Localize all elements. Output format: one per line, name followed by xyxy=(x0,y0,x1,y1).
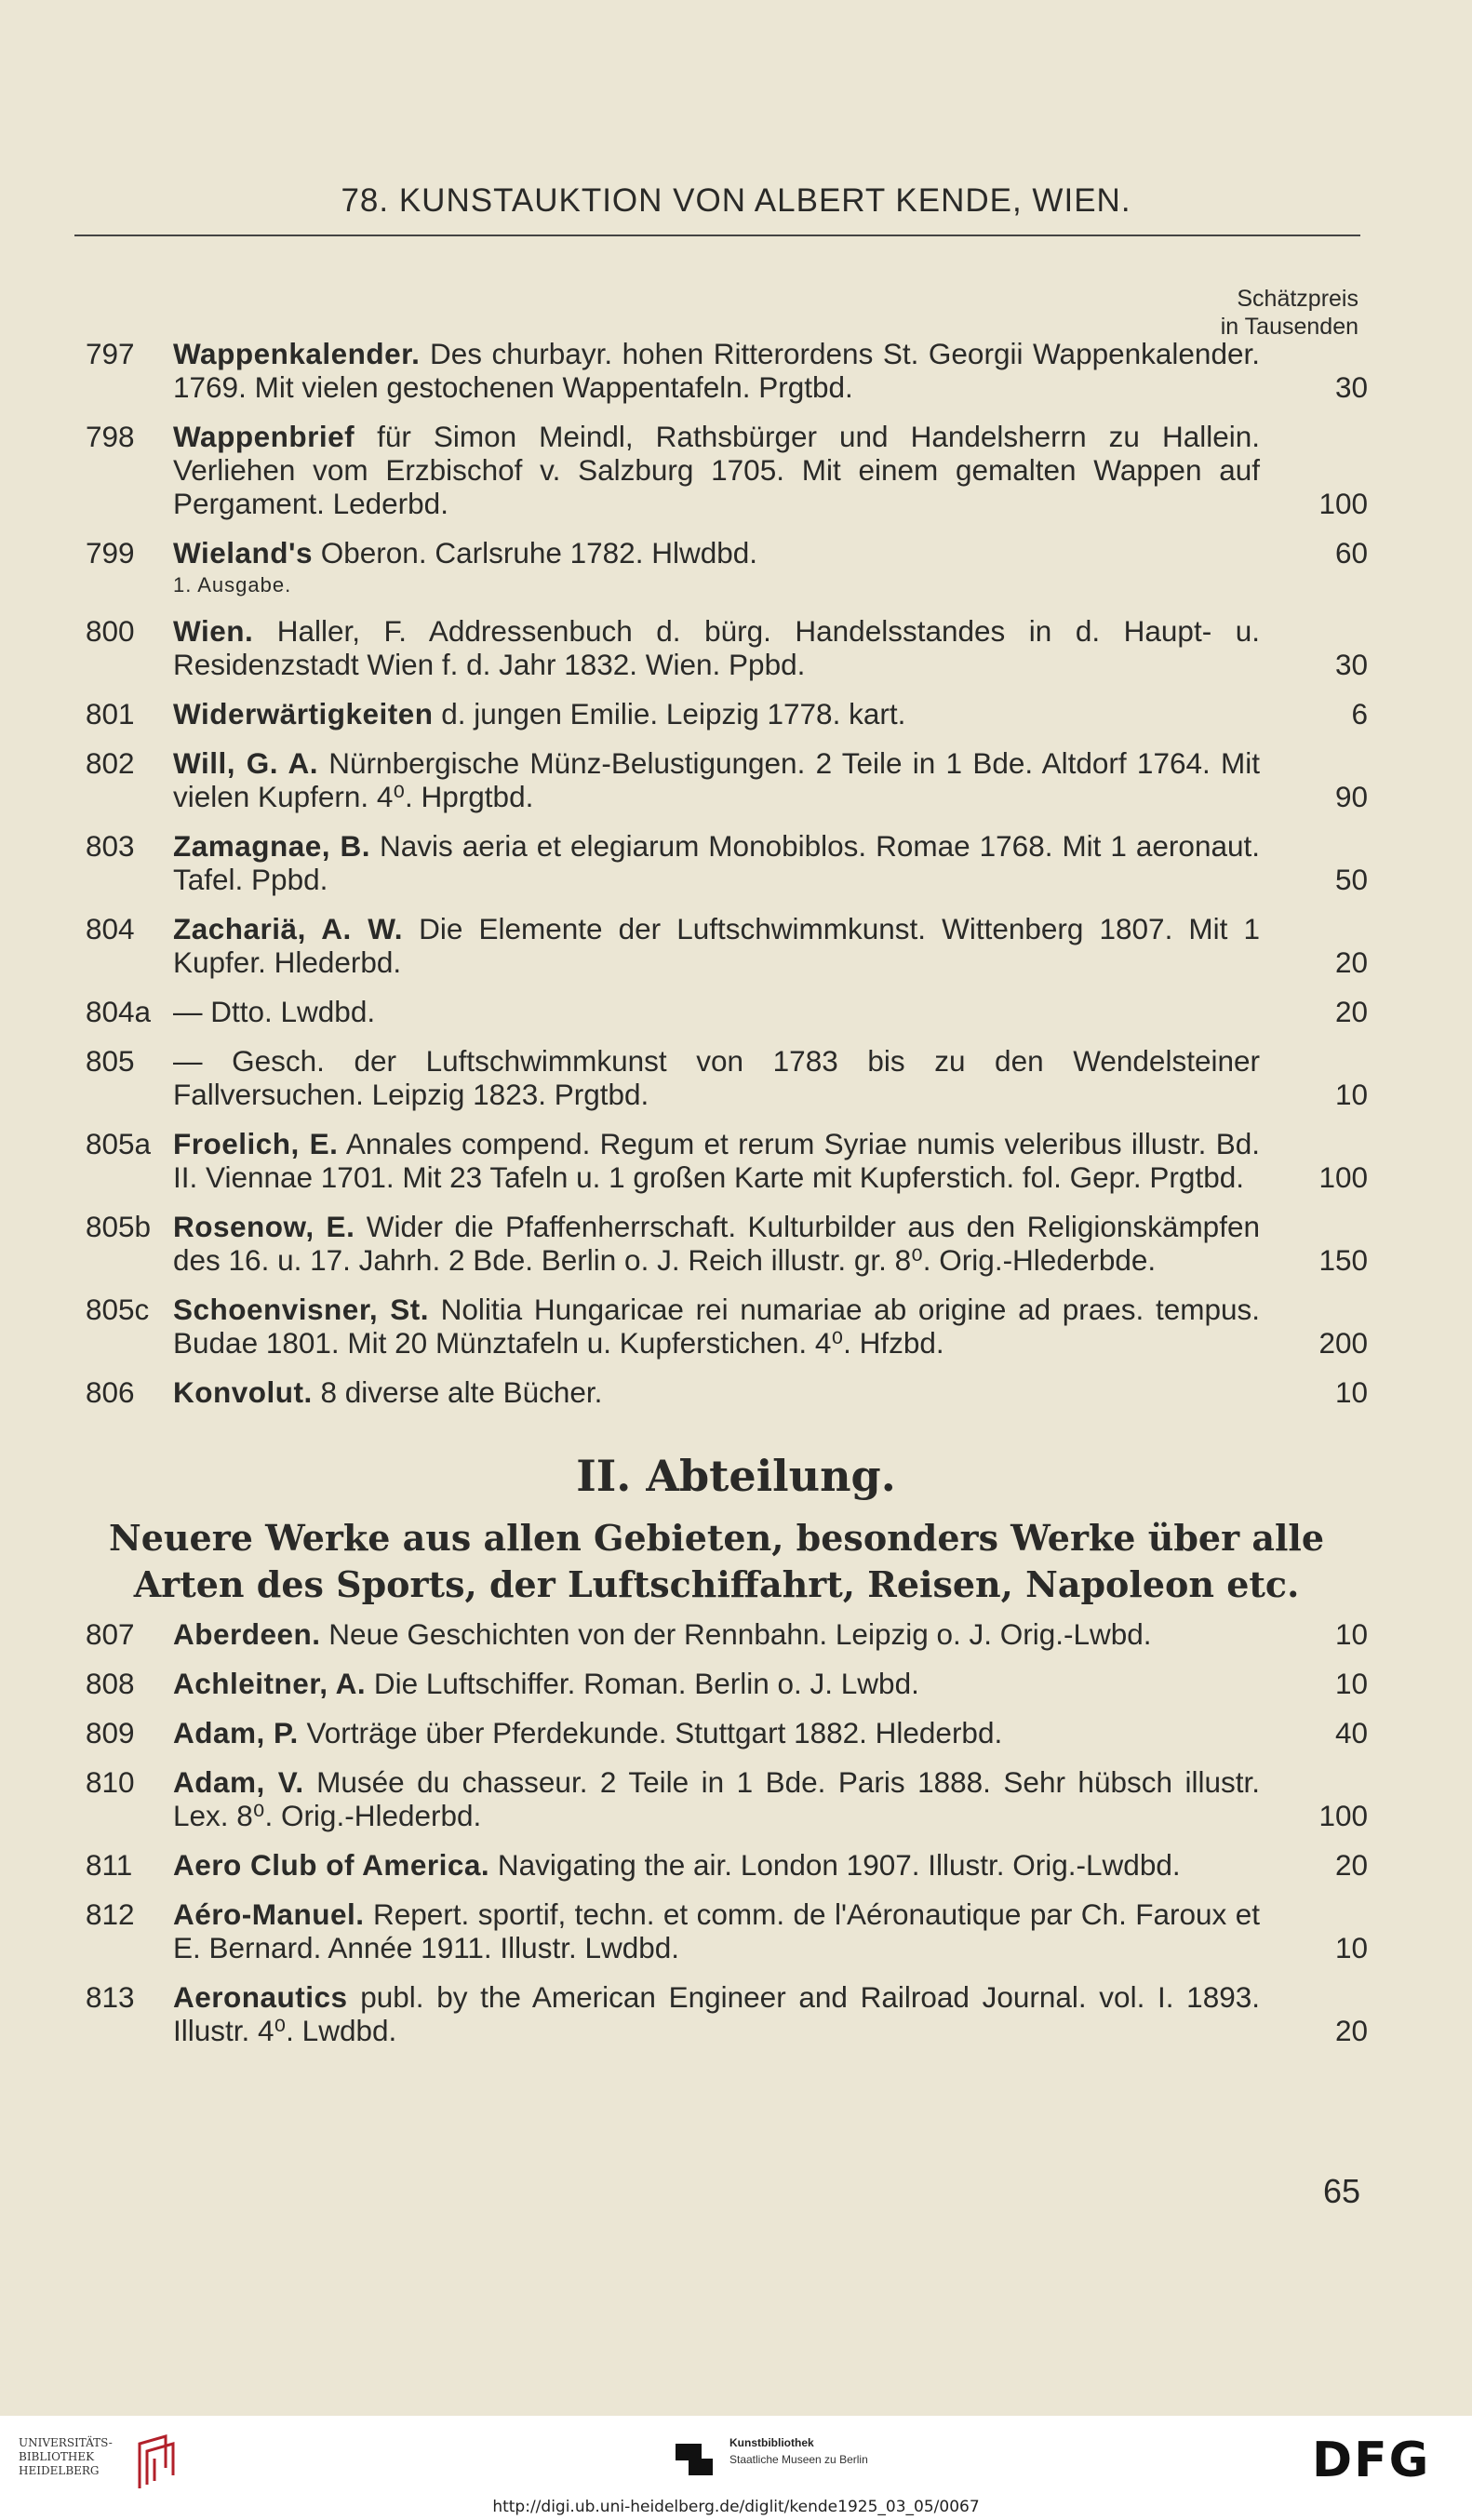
lot-title: Will, G. A. xyxy=(173,746,319,780)
lot-description xyxy=(173,1667,1260,1700)
estimate-column-heading xyxy=(1221,285,1358,341)
lot-description xyxy=(173,829,1260,896)
section-heading: II. Abteilung. xyxy=(576,1451,896,1501)
lot-description xyxy=(173,1044,1260,1111)
lot-entry xyxy=(86,1716,1368,1749)
lot-number: 807 xyxy=(86,1617,135,1651)
lot-title: Aero Club of America. xyxy=(173,1848,490,1882)
lot-description xyxy=(173,1293,1260,1360)
lot-description xyxy=(173,912,1260,979)
lot-entry xyxy=(86,697,1368,731)
lot-entry xyxy=(86,536,1368,570)
lot-number: 805 xyxy=(86,1044,135,1078)
ub-line-1: UNIVERSITÄTS- xyxy=(19,2436,113,2449)
lot-estimate: 30 xyxy=(1334,648,1368,681)
lot-details: Des churbayr. hohen Ritterordens St. Georgii Wappenkalender. 1769. Mit vielen gestochenen Wappentafeln. Prgtbd. xyxy=(173,337,1260,404)
lot-description xyxy=(173,1617,1260,1651)
lot-description xyxy=(173,1765,1260,1832)
lot-details: — Dtto. Lwdbd. xyxy=(173,995,376,1028)
lot-title: Wien. xyxy=(173,614,254,648)
lot-number: 812 xyxy=(86,1897,135,1931)
lot-number: 805c xyxy=(86,1293,150,1326)
lot-estimate: 60 xyxy=(1334,536,1368,570)
lot-note: 1. Ausgabe. xyxy=(173,573,292,596)
lot-entry xyxy=(86,995,1368,1028)
lot-estimate: 100 xyxy=(1318,1799,1368,1832)
lot-details: Die Elemente der Luftschwimmkunst. Wittenberg 1807. Mit 1 Kupfer. Hlederbd. xyxy=(173,912,1260,979)
lot-title: Achleitner, A. xyxy=(173,1667,367,1700)
lot-title: Zachariä, A. W. xyxy=(173,912,404,945)
lot-entry xyxy=(86,1848,1368,1882)
lot-details: Nolitia Hungaricae rei numariae ab origine ad praes. tempus. Budae 1801. Mit 20 Münztafeln u. Kupferstichen. 4⁰. Hfzbd. xyxy=(173,1293,1260,1360)
lot-entry xyxy=(86,829,1368,896)
lot-details: für Simon Meindl, Rathsbürger und Handelsherrn zu Hallein. Verliehen vom Erzbischof v. Salzburg 1705. Mit einem gemalten Wappen auf Pergament. Lederbd. xyxy=(173,420,1260,520)
lot-title: Aéro-Manuel. xyxy=(173,1897,365,1931)
lot-description xyxy=(173,337,1260,404)
lot-list-part-2 xyxy=(86,1617,1368,2063)
lot-number: 803 xyxy=(86,829,135,863)
lot-title: Zamagnae, B. xyxy=(173,829,371,863)
lot-details: Navigating the air. London 1907. Illustr. Orig.-Lwdbd. xyxy=(489,1848,1181,1882)
lot-entry xyxy=(86,746,1368,813)
lot-number: 804a xyxy=(86,995,152,1028)
kunstbibliothek-title: Kunstbibliothek xyxy=(729,2436,814,2449)
lot-description xyxy=(173,1210,1260,1277)
lot-entry xyxy=(86,1375,1368,1409)
lot-title: Rosenow, E. xyxy=(173,1210,355,1243)
lot-estimate: 40 xyxy=(1334,1716,1368,1749)
lot-estimate: 10 xyxy=(1334,1931,1368,1964)
lot-details: Wider die Pfaffenherrschaft. Kulturbilder aus den Religionskämpfen des 16. u. 17. Jahrh. 2 Bde. Berlin o. J. Reich illustr. gr. 8⁰. Orig.-Hlederbde. xyxy=(173,1210,1260,1277)
lot-estimate: 20 xyxy=(1334,995,1368,1028)
page-number: 65 xyxy=(1322,2172,1360,2210)
lot-title: Widerwärtigkeiten xyxy=(173,697,434,731)
lot-entry xyxy=(86,1127,1368,1194)
lot-entry xyxy=(86,1897,1368,1964)
lot-entry xyxy=(86,1667,1368,1700)
lot-details: Nürnbergische Münz-Belustigungen. 2 Teile in 1 Bde. Altdorf 1764. Mit vielen Kupfern. 4⁰. Hprgtbd. xyxy=(173,746,1260,813)
lot-estimate: 100 xyxy=(1318,1160,1368,1194)
lot-title: Adam, P. xyxy=(173,1716,299,1749)
lot-estimate: 10 xyxy=(1334,1375,1368,1409)
estimate-label-line-1: Schätzpreis xyxy=(1237,286,1358,312)
lot-entry xyxy=(86,1210,1368,1277)
lot-entry xyxy=(86,1980,1368,2047)
lot-number: 806 xyxy=(86,1375,135,1409)
lot-entry xyxy=(86,1044,1368,1111)
lot-number: 809 xyxy=(86,1716,135,1749)
kunstbibliothek-mark-icon xyxy=(674,2436,715,2477)
lot-title: Adam, V. xyxy=(173,1765,304,1799)
lot-number: 808 xyxy=(86,1667,135,1700)
lot-number: 802 xyxy=(86,746,135,780)
ub-line-2: BIBLIOTHEK xyxy=(19,2450,95,2463)
lot-number: 800 xyxy=(86,614,135,648)
lot-estimate: 200 xyxy=(1318,1326,1368,1360)
lot-estimate: 20 xyxy=(1334,1848,1368,1882)
lot-number: 805b xyxy=(86,1210,152,1243)
lot-title: Wieland's xyxy=(173,536,313,570)
lot-estimate: 150 xyxy=(1318,1243,1368,1277)
dfg-logo: DFG xyxy=(1312,2433,1431,2488)
source-url[interactable]: http://digi.ub.uni-heidelberg.de/diglit/kende1925_03_05/0067 xyxy=(492,2498,980,2516)
lot-details: 8 diverse alte Bücher. xyxy=(312,1375,603,1409)
lot-details: Oberon. Carlsruhe 1782. Hlwdbd. xyxy=(313,536,758,570)
lot-estimate: 90 xyxy=(1334,780,1368,813)
lot-number: 798 xyxy=(86,420,135,453)
lot-estimate: 20 xyxy=(1334,945,1368,979)
ub-heidelberg-text xyxy=(19,2436,113,2478)
lot-entry xyxy=(86,1293,1368,1360)
lot-entry xyxy=(86,337,1368,404)
lot-title: Wappenbrief xyxy=(173,420,355,453)
lot-description xyxy=(173,1848,1260,1882)
lot-description xyxy=(173,1980,1260,2047)
lot-estimate: 10 xyxy=(1334,1078,1368,1111)
lot-estimate: 10 xyxy=(1334,1617,1368,1651)
lot-number: 811 xyxy=(86,1848,133,1882)
lot-description xyxy=(173,1897,1260,1964)
lot-title: Froelich, E. xyxy=(173,1127,339,1160)
lot-description xyxy=(173,614,1260,681)
lot-entry xyxy=(86,912,1368,979)
lot-estimate: 50 xyxy=(1334,863,1368,896)
lot-details: d. jungen Emilie. Leipzig 1778. kart. xyxy=(433,697,906,731)
lot-title: Wappenkalender. xyxy=(173,337,421,370)
lot-estimate: 10 xyxy=(1334,1667,1368,1700)
lot-details: Vorträge über Pferdekunde. Stuttgart 1882. Hlederbd. xyxy=(298,1716,1003,1749)
lot-number: 799 xyxy=(86,536,135,570)
lot-number: 804 xyxy=(86,912,135,945)
ub-heidelberg-logo xyxy=(19,2436,186,2483)
lot-description xyxy=(173,1127,1260,1194)
section-subheading: Neuere Werke aus allen Gebieten, besonders Werke über alle Arten des Sports, der Luftschiffahrt, Reisen, Napoleon etc. xyxy=(109,1517,1324,1605)
lot-number: 797 xyxy=(86,337,135,370)
lot-details: Musée du chasseur. 2 Teile in 1 Bde. Paris 1888. Sehr hübsch illustr. Lex. 8⁰. Orig.-Hlederbd. xyxy=(173,1765,1260,1832)
lot-number: 813 xyxy=(86,1980,135,2014)
lot-details: Repert. sportif, techn. et comm. de l'Aéronautique par Ch. Faroux et E. Bernard. Année 1911. Illustr. Lwdbd. xyxy=(173,1897,1260,1964)
lot-estimate: 6 xyxy=(1351,697,1368,731)
lot-title: Schoenvisner, St. xyxy=(173,1293,429,1326)
lot-details: Navis aeria et elegiarum Monobiblos. Romae 1768. Mit 1 aeronaut. Tafel. Ppbd. xyxy=(173,829,1261,896)
running-head: 78. KUNSTAUKTION VON ALBERT KENDE, WIEN. xyxy=(341,182,1131,219)
lot-description xyxy=(173,1716,1260,1749)
lot-entry xyxy=(86,1617,1368,1651)
lot-estimate: 100 xyxy=(1318,487,1368,520)
lot-description xyxy=(173,995,1260,1028)
lot-entry xyxy=(86,1765,1368,1832)
lot-details: — Gesch. der Luftschwimmkunst von 1783 bis zu den Wendelsteiner Fallversuchen. Leipzig 1823. Prgtbd. xyxy=(173,1044,1260,1111)
lot-details: Annales compend. Regum et rerum Syriae numis veleribus illustr. Bd. II. Viennae 1701. Mit 23 Tafeln u. 1 großen Karte mit Kupferstich. fol. Gepr. Prgtbd. xyxy=(173,1127,1260,1194)
lot-estimate: 20 xyxy=(1334,2014,1368,2047)
kunstbibliothek-logo xyxy=(674,2434,953,2481)
lot-number: 801 xyxy=(86,697,135,731)
lot-description xyxy=(173,697,1260,731)
lot-number: 810 xyxy=(86,1765,135,1799)
lot-number: 805a xyxy=(86,1127,152,1160)
lot-entry xyxy=(86,420,1368,520)
ub-heidelberg-mark-icon xyxy=(134,2431,181,2490)
estimate-label-line-2: in Tausenden xyxy=(1220,314,1358,340)
lot-details: Haller, F. Addressenbuch d. bürg. Handelsstandes in d. Haupt- u. Residenzstadt Wien f. d. Jahr 1832. Wien. Ppbd. xyxy=(173,614,1260,681)
lot-title: Aberdeen. xyxy=(173,1617,321,1651)
ub-line-3: HEIDELBERG xyxy=(19,2464,100,2477)
lot-description xyxy=(173,536,1260,570)
lot-description xyxy=(173,1375,1260,1409)
lot-entry xyxy=(86,614,1368,681)
lot-estimate: 30 xyxy=(1334,370,1368,404)
lot-details: publ. by the American Engineer and Railroad Journal. vol. I. 1893. Illustr. 4⁰. Lwdbd. xyxy=(173,1980,1260,2047)
digitization-footer xyxy=(0,2416,1472,2496)
lot-title: Konvolut. xyxy=(173,1375,313,1409)
kunstbibliothek-subtitle: Staatliche Museen zu Berlin xyxy=(729,2453,868,2466)
lot-description xyxy=(173,746,1260,813)
header-rule xyxy=(74,235,1360,236)
lot-details: Neue Geschichten von der Rennbahn. Leipzig o. J. Orig.-Lwbd. xyxy=(320,1617,1152,1651)
lot-description xyxy=(173,420,1260,520)
lot-title: Aeronautics xyxy=(173,1980,348,2014)
lot-list-part-1 xyxy=(86,337,1368,1425)
lot-details: Die Luftschiffer. Roman. Berlin o. J. Lwbd. xyxy=(366,1667,919,1700)
